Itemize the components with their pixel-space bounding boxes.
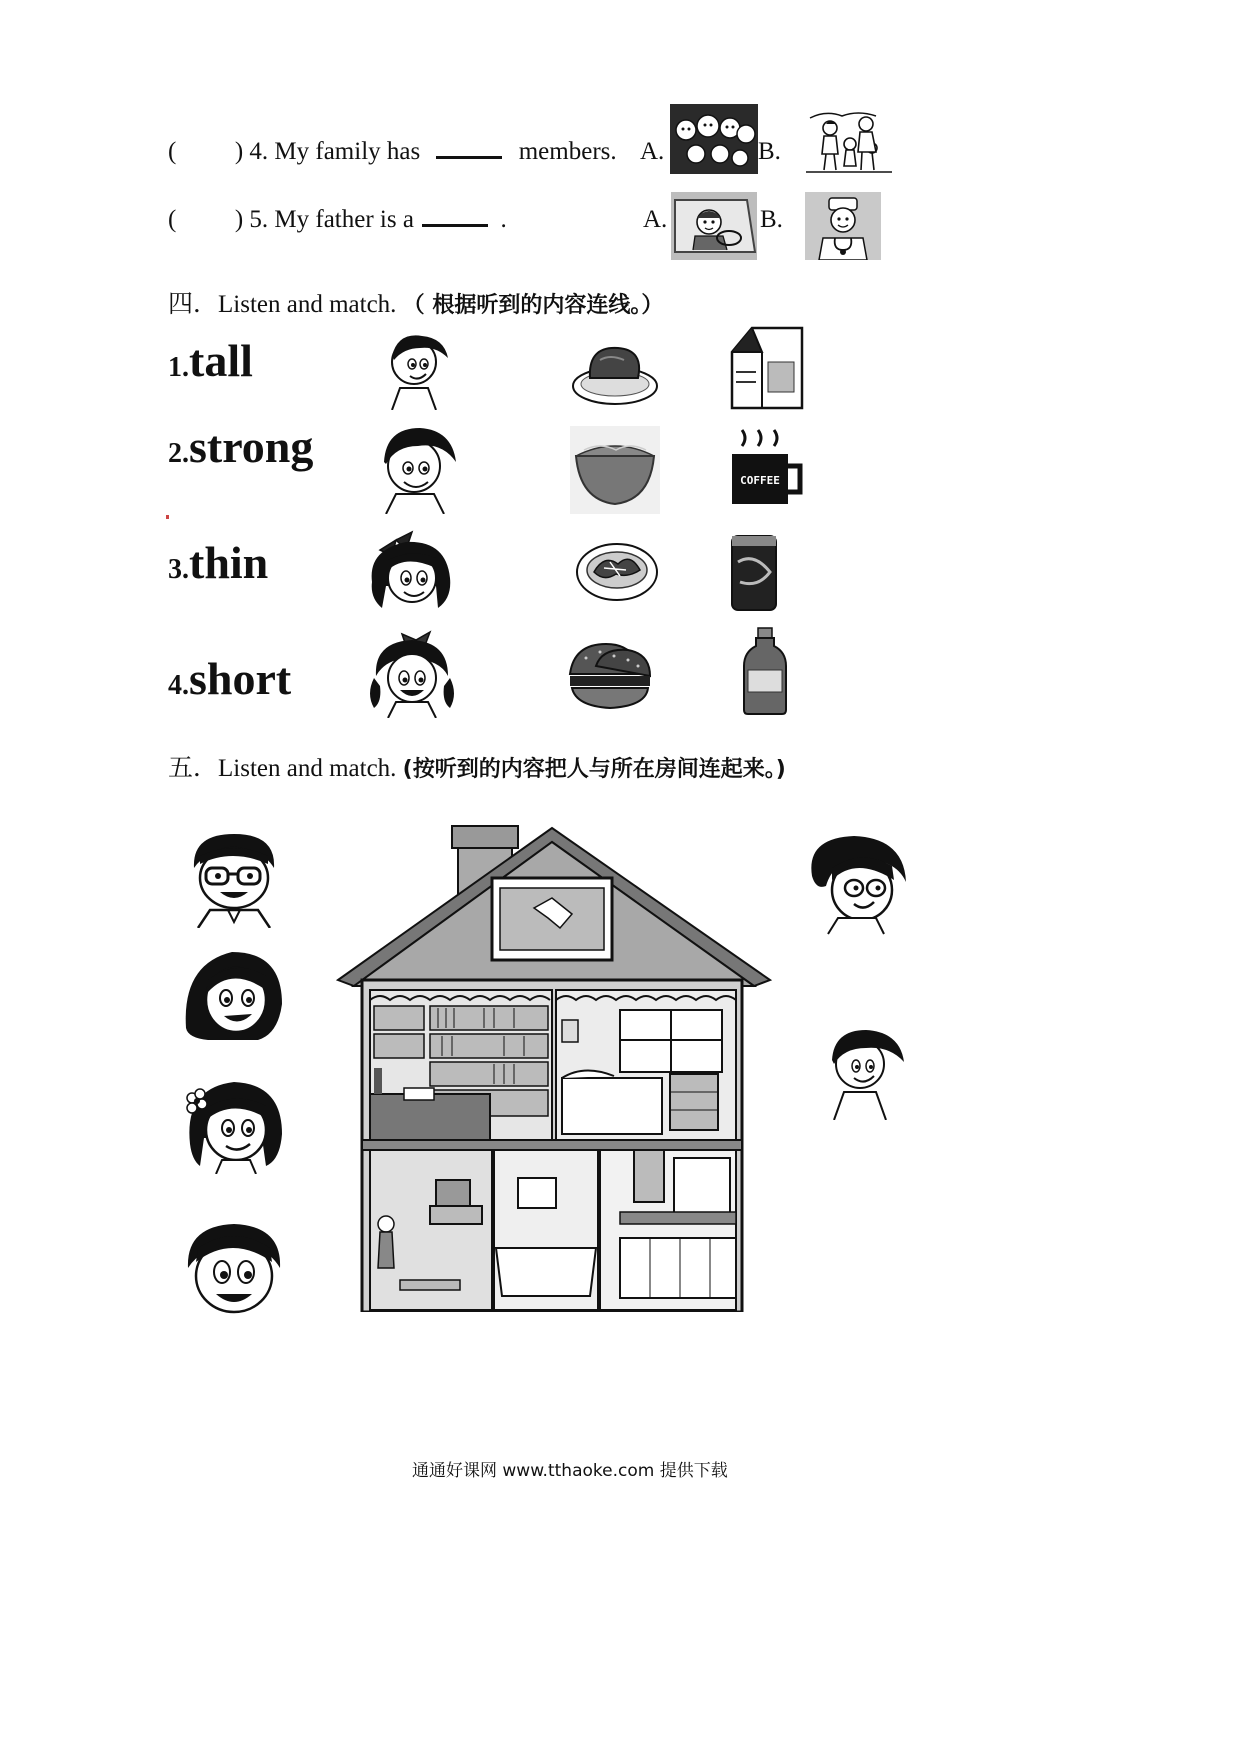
juice-bottle-icon[interactable]: [740, 626, 790, 716]
option-a-label: A.: [643, 206, 668, 233]
stray-mark: [166, 515, 169, 519]
match-word-3[interactable]: [168, 536, 268, 589]
question-text-end: .: [500, 206, 507, 233]
option-b-label: B.: [758, 138, 781, 165]
man-with-glasses-icon[interactable]: [182, 828, 286, 928]
coffee-label: COFFEE: [740, 474, 780, 487]
section-instruction: （ 根据听到的内容连线。）: [402, 293, 664, 318]
chicken-food-icon[interactable]: [570, 336, 660, 410]
driver-picture-icon[interactable]: [671, 192, 757, 260]
question-4: [168, 138, 617, 166]
boy-face-icon[interactable]: [378, 326, 458, 410]
match-word-2[interactable]: [168, 420, 313, 473]
answer-blank[interactable]: [422, 224, 488, 227]
milk-carton-icon[interactable]: [722, 322, 808, 412]
answer-paren-open: (: [168, 206, 177, 233]
answer-blank[interactable]: [436, 156, 502, 159]
boy-icon[interactable]: [182, 1218, 286, 1322]
question-text-end: members.: [518, 138, 617, 165]
section-instruction: (按听到的内容把人与所在房间连起来。): [402, 757, 786, 782]
question-number: 4.: [249, 138, 269, 165]
section-4-title: [168, 284, 663, 320]
noodles-bowl-icon[interactable]: [570, 426, 660, 514]
word-text: strong: [189, 421, 314, 472]
vegetables-plate-icon[interactable]: [574, 534, 660, 606]
word-number: 3.: [168, 554, 189, 585]
coffee-mug-icon[interactable]: [726, 426, 806, 510]
cola-can-icon[interactable]: [728, 532, 780, 614]
hamburger-icon[interactable]: [566, 636, 654, 714]
girl-face-icon[interactable]: [366, 526, 458, 616]
family-large-picture-icon[interactable]: [670, 104, 758, 174]
girl-face-icon[interactable]: [366, 626, 458, 718]
question-text: My father is a: [274, 206, 414, 233]
boy-with-glasses-icon[interactable]: [806, 830, 910, 936]
word-number: 4.: [168, 670, 189, 701]
answer-paren-open: (: [168, 138, 177, 165]
question-text: My family has: [274, 138, 421, 165]
answer-paren-close: ): [234, 206, 244, 233]
boy-face-icon[interactable]: [372, 422, 460, 514]
word-text: short: [189, 653, 292, 704]
footer-credit: 通通好课网 www.tthaoke.com 提供下载: [412, 1461, 728, 1481]
option-b-label: B.: [760, 206, 783, 233]
question-number: 5.: [249, 206, 269, 233]
house-cutaway-rooms-icon[interactable]: [334, 818, 774, 1312]
match-word-1[interactable]: [168, 334, 253, 387]
option-a-label: A.: [640, 138, 665, 165]
question-5: [168, 206, 507, 234]
family-small-picture-icon[interactable]: [806, 108, 892, 174]
boy-icon[interactable]: [820, 1024, 908, 1120]
word-text: thin: [189, 537, 269, 588]
answer-paren-close: ): [234, 138, 244, 165]
word-number: 1.: [168, 352, 189, 383]
woman-icon[interactable]: [182, 944, 286, 1044]
section-title-text: 五．Listen and match.: [168, 755, 397, 782]
section-5-title: [168, 748, 786, 784]
word-number: 2.: [168, 438, 189, 469]
section-title-text: 四．Listen and match.: [168, 291, 397, 318]
match-word-4[interactable]: [168, 652, 291, 705]
girl-with-flower-icon[interactable]: [182, 1074, 286, 1174]
doctor-picture-icon[interactable]: [805, 192, 881, 260]
word-text: tall: [189, 335, 253, 386]
